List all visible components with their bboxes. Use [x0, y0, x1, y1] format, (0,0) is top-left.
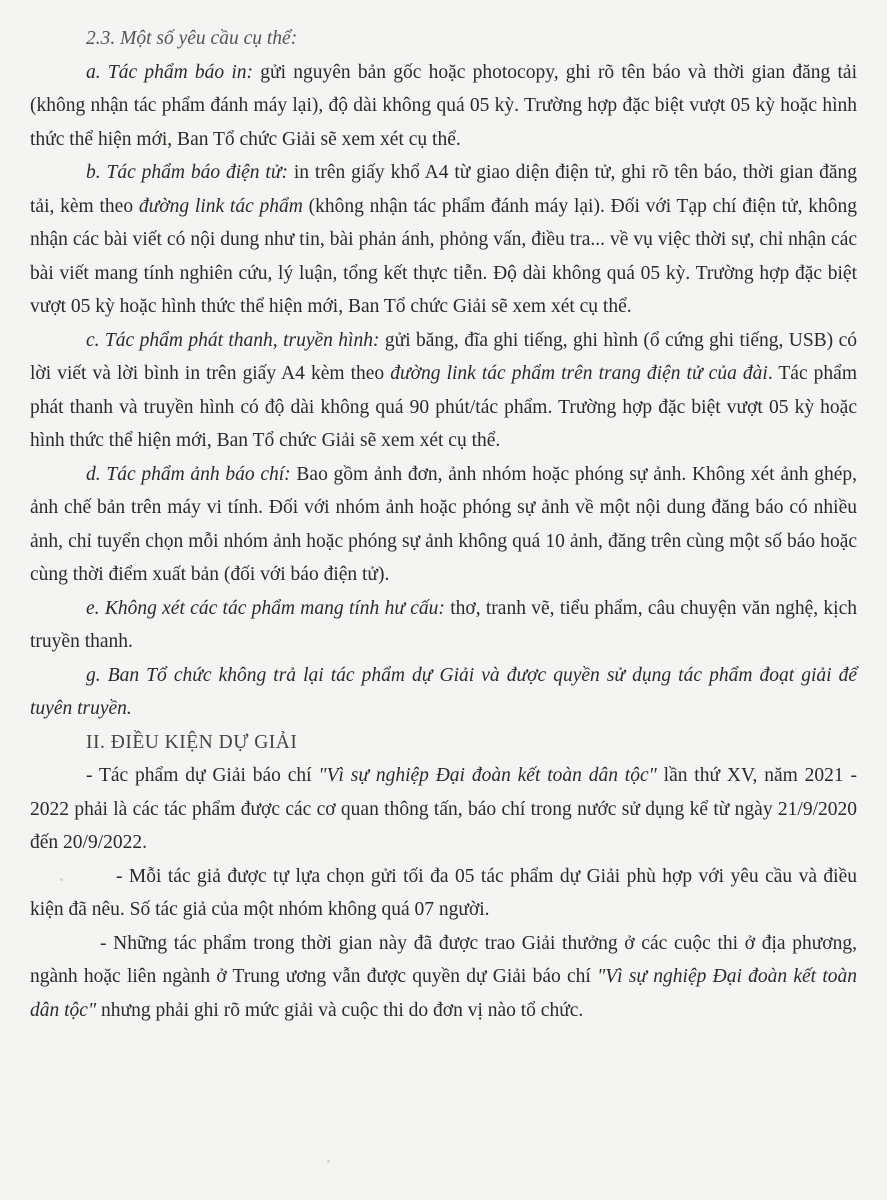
scan-speck — [60, 878, 63, 881]
paragraph-b-text-1: in trên giấy khổ A4 từ giao diện điện tử, ghi rõ tên báo, thời gian đăng tải, kèm theo — [30, 162, 857, 217]
condition-2: - Mỗi tác giả được tự lựa chọn gửi tối đa 05 tác phẩm dự Giải phù hợp với yêu cầu và điều kiện đã nêu. Số tác giả của một nhóm không quá 07 người. — [30, 865, 857, 920]
paragraph-a — [30, 56, 857, 157]
paragraph-b-label: b. Tác phẩm báo điện tử: — [86, 162, 288, 183]
scan-speck — [795, 668, 797, 670]
paragraph-c — [30, 324, 857, 458]
paragraph-c-label: c. Tác phẩm phát thanh, truyền hình: — [86, 329, 380, 351]
condition-3-text-1: - Những tác phẩm trong thời gian này đã được trao Giải thưởng ở các cuộc thi ở địa phương, ngành hoặc liên ngành ở Trung ương vẫn được quyền dự Giải báo chí — [30, 932, 857, 987]
paragraph-e-text: thơ, tranh vẽ, tiểu phẩm, câu chuyện văn nghệ, kịch truyền thanh. — [30, 597, 857, 652]
subsection-heading: 2.3. Một số yêu cầu cụ thể: — [86, 28, 298, 49]
condition-3-award-name: "Vì sự nghiệp Đại đoàn kết toàn dân tộc" — [30, 966, 857, 1021]
paragraph-a-text: gửi nguyên bản gốc hoặc photocopy, ghi rõ tên báo và thời gian đăng tải (không nhận tác phẩm đánh máy lại), độ dài không quá 05 kỳ. Trường hợp đặc biệt vượt 05 kỳ hoặc hình thức thể hiện mới, Ban Tổ chức Giải sẽ xem xét cụ thể. — [30, 61, 858, 150]
condition-1 — [30, 759, 857, 860]
paragraph-g: g. Ban Tổ chức không trả lại tác phẩm dự Giải và được quyền sử dụng tác phẩm đoạt giải để tuyên truyền. — [30, 664, 857, 719]
condition-1-text-1: - Tác phẩm dự Giải báo chí — [86, 765, 319, 786]
paragraph-c-text-1: gửi băng, đĩa ghi tiếng, ghi hình (ổ cứng ghi tiếng, USB) có lời viết và lời bình in trên giấy A4 kèm theo — [30, 329, 857, 384]
scan-speck — [327, 1160, 330, 1163]
paragraph-d-label: d. Tác phẩm ảnh báo chí: — [86, 463, 291, 485]
paragraph-a-label: a. Tác phẩm báo in: — [86, 61, 254, 83]
condition-3-text-2: nhưng phải ghi rõ mức giải và cuộc thi do đơn vị nào tổ chức. — [96, 999, 584, 1021]
condition-1-award-name: "Vì sự nghiệp Đại đoàn kết toàn dân tộc" — [318, 765, 657, 786]
paragraph-c-link-phrase: đường link tác phẩm trên trang điện tử của đài — [390, 363, 768, 384]
paragraph-d-text: Bao gồm ảnh đơn, ảnh nhóm hoặc phóng sự ảnh. Không xét ảnh ghép, ảnh chế bản trên máy vi tính. Đối với nhóm ảnh hoặc phóng sự ảnh về một nội dung đăng báo có nhiều ảnh, chỉ tuyển chọn mỗi nhóm ảnh hoặc phóng sự ảnh không quá 10 ảnh, đăng trên cùng một số báo hoặc cùng thời điểm xuất bản (đối với báo điện tử). — [30, 463, 857, 585]
paragraph-c-text-2: . Tác phẩm phát thanh và truyền hình có độ dài không quá 90 phút/tác phẩm. Trường hợp đặc biệt vượt 05 kỳ hoặc hình thức thể hiện mới, Ban Tổ chức Giải sẽ xem xét cụ thể. — [30, 363, 857, 451]
paragraph-d — [30, 458, 857, 592]
paragraph-e-label: e. Không xét các tác phẩm mang tính hư cấu: — [86, 597, 445, 619]
section-title: II. ĐIỀU KIỆN DỰ GIẢI — [86, 731, 298, 753]
paragraph-b-link-phrase: đường link tác phẩm — [138, 195, 303, 217]
condition-3 — [30, 927, 857, 1028]
paragraph-e — [30, 592, 857, 659]
paragraph-b — [30, 156, 857, 324]
condition-1-text-2: lần thứ XV, năm 2021 - 2022 phải là các tác phẩm được các cơ quan thông tấn, báo chí trong nước sử dụng kể từ ngày 21/9/2020 đến 20/9/2022. — [30, 765, 857, 853]
paragraph-b-text-2: (không nhận tác phẩm đánh máy lại). Đối với Tạp chí điện tử, không nhận các bài viết có nội dung như tin, bài phản ánh, phỏng vấn, điều tra... về vụ việc thời sự, chỉ nhận các bài viết mang tính nghiên cứu, lý luận, tổng kết thực tiễn. Độ dài không quá 05 kỳ. Trường hợp đặc biệt vượt 05 kỳ hoặc hình thức thể hiện mới, Ban Tổ chức Giải sẽ xem xét cụ thể. — [30, 195, 857, 317]
